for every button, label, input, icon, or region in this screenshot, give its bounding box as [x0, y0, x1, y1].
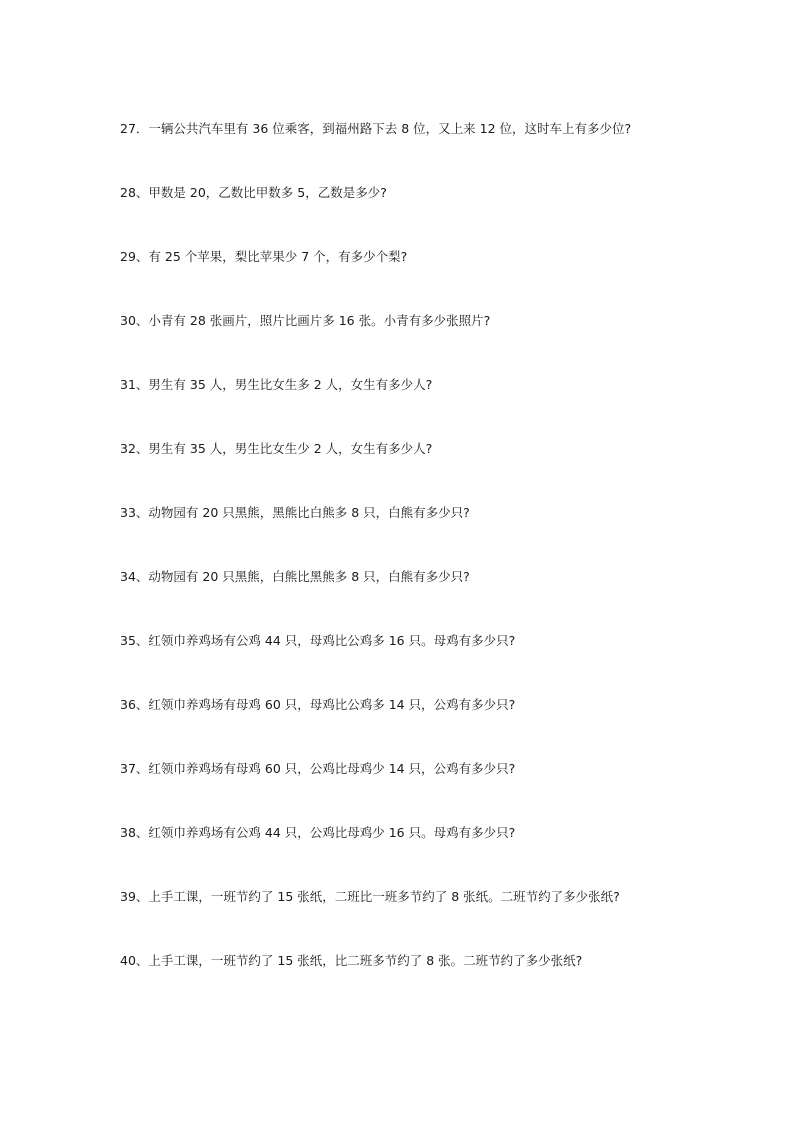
question-37: 37、红领巾养鸡场有母鸡 60 只，公鸡比母鸡少 14 只，公鸡有多少只? — [120, 761, 516, 776]
question-33: 33、动物园有 20 只黑熊，黑熊比白熊多 8 只，白熊有多少只? — [120, 505, 470, 520]
question-35: 35、红领巾养鸡场有公鸡 44 只，母鸡比公鸡多 16 只。母鸡有多少只? — [120, 633, 516, 648]
question-38: 38、红领巾养鸡场有公鸡 44 只，公鸡比母鸡少 16 只。母鸡有多少只? — [120, 825, 516, 840]
question-29: 29、有 25 个苹果，梨比苹果少 7 个，有多少个梨? — [120, 249, 408, 264]
question-31: 31、男生有 35 人，男生比女生多 2 人，女生有多少人? — [120, 377, 433, 392]
question-30: 30、小青有 28 张画片，照片比画片多 16 张。小青有多少张照片? — [120, 313, 491, 328]
question-40: 40、上手工课，一班节约了 15 张纸，比二班多节约了 8 张。二班节约了多少张纸? — [120, 953, 583, 968]
question-28: 28、甲数是 20，乙数比甲数多 5，乙数是多少? — [120, 185, 387, 200]
question-34: 34、动物园有 20 只黑熊，白熊比黑熊多 8 只，白熊有多少只? — [120, 569, 470, 584]
question-27: 27．一辆公共汽车里有 36 位乘客，到福州路下去 8 位，又上来 12 位，这时车上有多少位? — [120, 121, 632, 136]
question-36: 36、红领巾养鸡场有母鸡 60 只，母鸡比公鸡多 14 只，公鸡有多少只? — [120, 697, 516, 712]
question-32: 32、男生有 35 人，男生比女生少 2 人，女生有多少人? — [120, 441, 433, 456]
question-list — [120, 120, 740, 1016]
question-39: 39、上手工课，一班节约了 15 张纸，二班比一班多节约了 8 张纸。二班节约了多少张纸? — [120, 889, 620, 904]
